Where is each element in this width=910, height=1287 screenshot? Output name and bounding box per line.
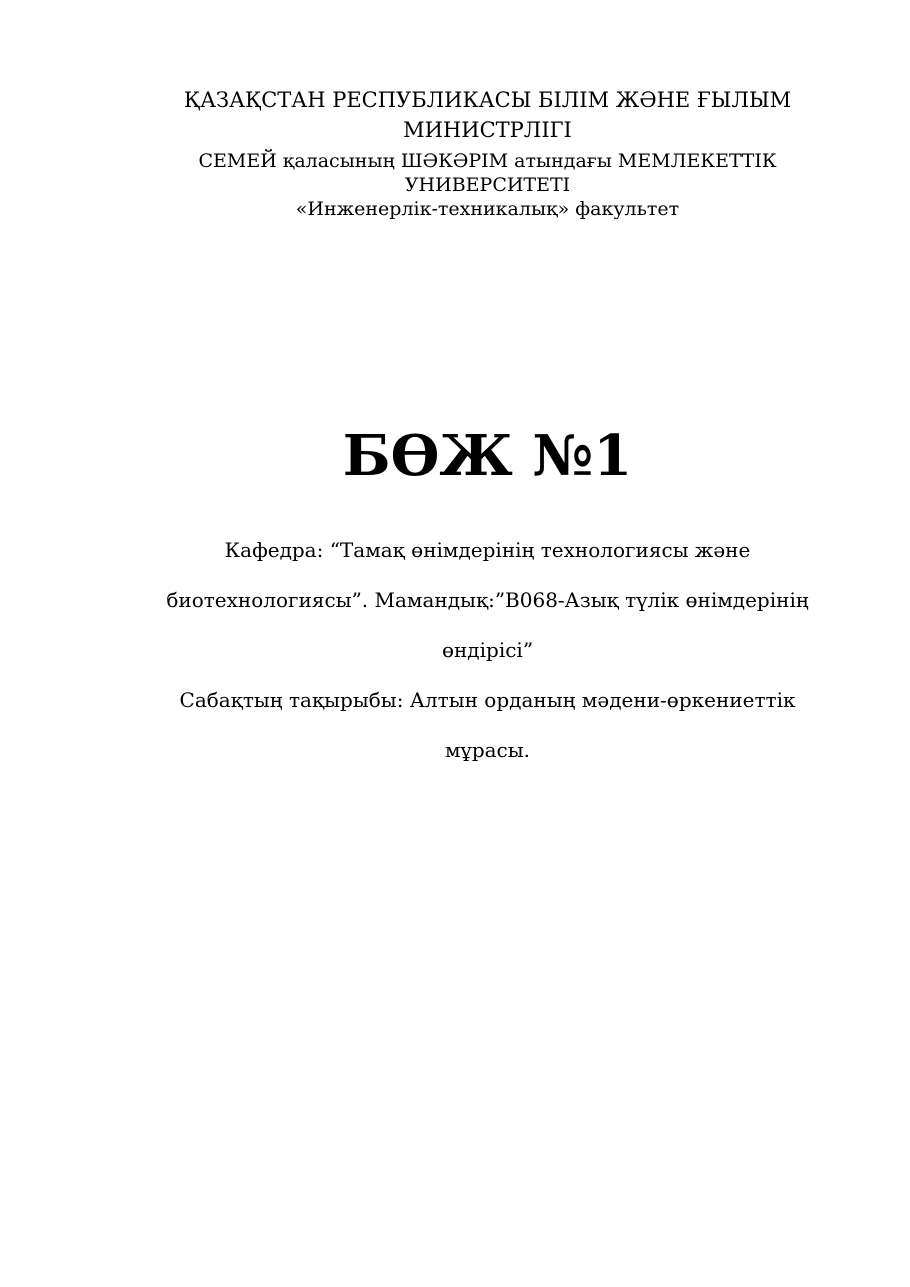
department-specialty-text: Кафедра: “Тамақ өнімдерінің технологиясы және биотехнологиясы”. Мамандық:”В068-Азық түлік өнімдерінің өндірісі” [166,538,809,662]
ministry-name: ҚАЗАҚСТАН РЕСПУБЛИКАСЫ БІЛІМ ЖӘНЕ ҒЫЛЫМ МИНИСТРЛІГІ [183,88,792,142]
university-name: СЕМЕЙ қаласының ШӘКӘРІМ атындағы МЕМЛЕКЕТТІК УНИВЕРСИТЕТІ [198,150,777,196]
document-title: БӨЖ №1 [342,423,633,489]
document-header [130,85,845,221]
lesson-topic-text: Сабақтың тақырыбы: Алтын орданың мәдени-өркениеттік мұрасы. [179,688,796,762]
document-details [135,525,840,775]
faculty-name: «Инженерлік-техникалық» факультет [295,198,680,220]
